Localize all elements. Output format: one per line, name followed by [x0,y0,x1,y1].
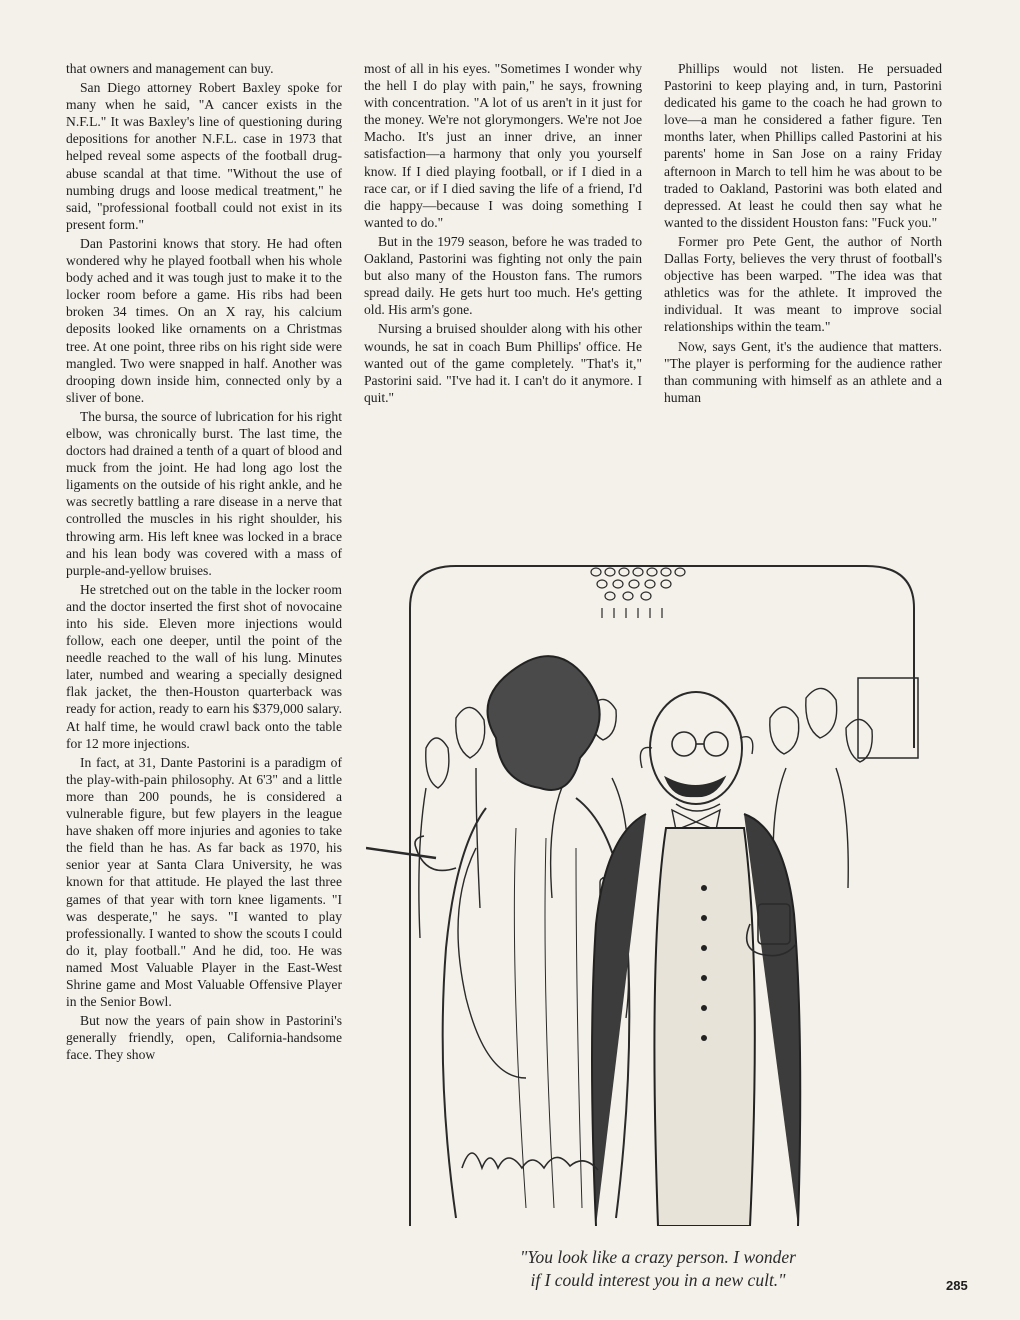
article-paragraph: In fact, at 31, Dante Pastorini is a paradigm of the play-with-pain philosophy. At 6'3" and a little more than 200 pounds, he is considered a vulnerable figure, but few players in the league have shaken off more injuries and agonies to take the field than he has. As far back as 1970, his senior year at Santa Clara University, he was known for that attitude. He played the last three games of that year with torn knee ligaments. "I was desperate," he says. "I wanted to play professionally. I wanted to show the scouts I could do it, play football." And he did, too. He was named Most Valuable Player in the East-West Shrine game and Most Valuable Offensive Player in the Senior Bowl. [66,754,342,1010]
caption-line-1: "You look like a crazy person. I wonder [520,1247,796,1267]
article-paragraph: Dan Pastorini knows that story. He had often wondered why he played football when his whole body ached and it was tough just to make it to the locker room before a game. His ribs had been broken 34 times. On an X ray, his calcium deposits looked like ornaments on a Christmas tree. At one point, three ribs on his right side were mangled. Two were snapped in half. Another was drooping down inside him, connected only by a sliver of bone. [66,235,342,405]
cartoon-illustration [366,548,946,1226]
article-paragraph: that owners and management can buy. [66,61,274,76]
article-column-3 [664,60,942,408]
article-paragraph: He stretched out on the table in the locker room and the doctor inserted the first shot of novocaine into his side. Eleven more injections would follow, each one deeper, until the point of the needle reached to the wall of his lung. Minutes later, numbed and wearing a specially designed flak jacket, the then-Houston quarterback was ready for action, ready to earn his $379,000 salary. At half time, he would crawl back onto the table for 12 more injections. [66,581,342,751]
article-paragraph: Phillips would not listen. He persuaded Pastorini to keep playing and, in turn, Pastorini dedicated his game to the coach he had grown to love—a man he considered a father figure. Ten months later, when Phillips called Pastorini at his parents' home in San Jose on a rainy Friday afternoon in March to tell him he was about to be traded to Oakland, Pastorini was both elated and depressed. At least he could then say what he wanted to the dissident Houston fans: "Fuck you." [664,61,942,230]
article-paragraph: But in the 1979 season, before he was traded to Oakland, Pastorini was fighting not only the pain but also many of the Houston fans. The rumors spread daily. He gets hurt too much. He's getting old. His arm's gone. [364,233,642,318]
article-column-2 [364,60,642,408]
article-paragraph: The bursa, the source of lubrication for his right elbow, was chronically burst. The last time, the doctors had drained a tenth of a quart of blood and muck from the joint. He had long ago lost the ligaments on the outside of his right ankle, and he was secretly battling a rare disease in a nerve that controlled the muscles in his right shoulder, his throwing arm. His left knee was locked in a brace and his lean body was covered with a mass of purple-and-yellow bruises. [66,408,342,578]
article-paragraph: Now, says Gent, it's the audience that matters. "The player is performing for the audience rather than communing with himself as an athlete and a human [664,338,942,405]
article-paragraph: But now the years of pain show in Pastorini's generally friendly, open, California-handsome face. They show [66,1013,342,1063]
article-paragraph: Nursing a bruised shoulder along with his other wounds, he sat in coach Bum Phillips' office. He wanted out of the game completely. "That's it," Pastorini said. "I've had it. I can't do it anymore. I quit." [364,321,642,405]
caption-line-2: if I could interest you in a new cult." [530,1270,786,1290]
article-paragraph: Former pro Pete Gent, the author of North Dallas Forty, believes the very thrust of football's objective has been warped. "The idea was that athletics was for the athlete. It improved the individual. It was meant to improve social relationships within the team." [664,233,942,335]
article-paragraph: most of all in his eyes. "Sometimes I wonder why the hell I do play with pain," he says, frowning with concentration. "A lot of us aren't in it just for the money. We're not glorymongers. We're not Joe Macho. It's just an inner drive, an inner satisfaction—a harmony that only you yourself know. If I died playing football, or if I died in a race car, or if I died saving the life of a friend, I'd die happy—because I was doing something I wanted to do." [364,61,642,230]
article-column-1 [66,60,342,1065]
page-number: 285 [946,1278,968,1293]
article-paragraph: San Diego attorney Robert Baxley spoke for many when he said, "A cancer exists in the N.F.L." It was Baxley's line of questioning during depositions for another N.F.L. case in 1973 that helped reveal some aspects of the football drug-abuse scandal at that time. "Without the use of numbing drugs and loose medical treatment," he said, "professional football could not exist in its present form." [66,80,342,232]
cartoon-caption [360,1246,956,1292]
